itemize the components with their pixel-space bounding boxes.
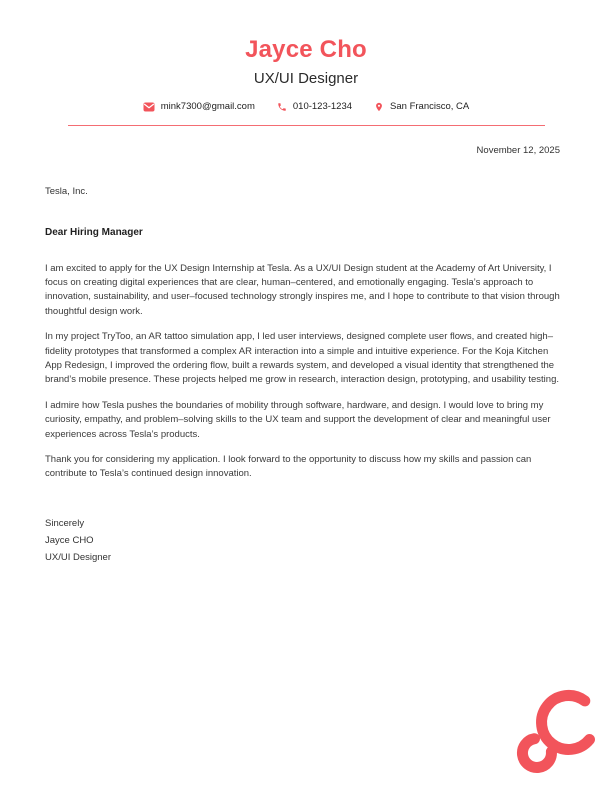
contact-location [374, 101, 469, 113]
contact-phone [277, 101, 352, 113]
contact-row [0, 101, 612, 113]
letter-date: November 12, 2025 [476, 145, 560, 157]
candidate-title: UX/UI Designer [253, 70, 359, 87]
envelope-icon [143, 102, 155, 112]
candidate-name: Jayce Cho [245, 36, 367, 63]
salutation: Dear Hiring Manager [45, 227, 143, 239]
contact-email-text: mink7300@gmail.com [160, 101, 255, 112]
header-divider [68, 125, 545, 126]
letter-paragraph: In my project TryToo, an AR tattoo simulation app, I led user interviews, designed complete user flows, and created high–fidelity prototypes that transformed a complex AR interaction into a simple and intuitive experience. For the Koja Kitchen App Redesign, I improved the ordering flow, built a rewards system, and developed a visual identity that strengthened the brand’s mobile presence. These projects helped me grow in research, interaction design, prototyping, and usability testing. [45, 331, 559, 386]
signature-title: UX/UI Designer [45, 552, 111, 564]
contact-location-text: San Francisco, CA [390, 101, 470, 112]
closing-word: Sincerely [45, 517, 85, 529]
recipient-company: Tesla, Inc. [45, 185, 88, 197]
map-pin-icon [374, 101, 384, 113]
phone-handset-icon [277, 102, 287, 112]
letter-header [0, 0, 612, 126]
brand-logo-icon [513, 682, 605, 782]
contact-email [143, 101, 255, 113]
signature-name: Jayce CHO [45, 535, 94, 547]
contact-phone-text: 010-123-1234 [292, 101, 353, 112]
signature-block [45, 515, 560, 567]
letter-paragraph: Thank you for considering my application. I look forward to the opportunity to discuss how my skills and passion can contribute to Tesla’s continued design innovation. [45, 454, 532, 480]
letter-body [0, 144, 612, 566]
letter-paragraph: I am excited to apply for the UX Design Internship at Tesla. As a UX/UI Design student at the Academy of Art University, I focus on creating digital experiences that are clear, human–centered, and emotionally engaging. Tesla’s approach to innovation, sustainability, and user–focused technology strongly inspires me, and I hope to contribute to that vision through thoughtful design work. [45, 262, 560, 317]
letter-paragraph: I admire how Tesla pushes the boundaries of mobility through software, hardware, and design. I would love to bring my curiosity, empathy, and problem–solving skills to the UX team and support the development of clear and meaningful user experiences across Tesla’s products. [45, 399, 551, 440]
